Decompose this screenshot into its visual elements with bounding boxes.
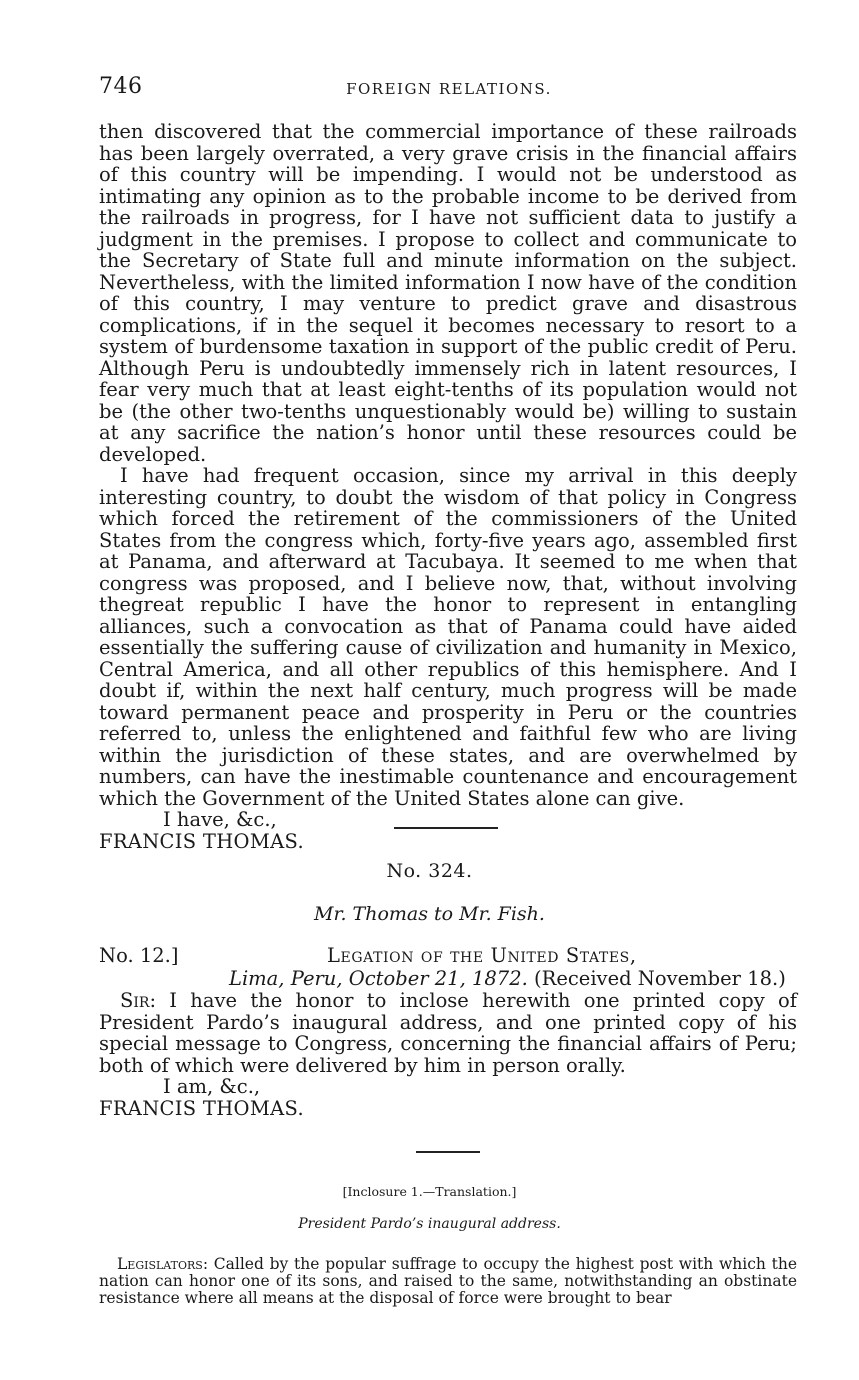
paragraph-congress: I have had frequent occasion, since my arrival in this deeply interesting country, to doubt the wisdom of that policy in Congress which forced the retirement of the commissioners of the United States from the congress which, forty-five years ago, assembled first at Panama, and afterward at Tacubaya. It seemed to me when that congress was proposed, and I believe now, that, without involving thegreat republic I have the honor to represent in entangling alliances, such a convocation as that of Panama could have aided essentially the suffering cause of civilization and humanity in Mexico, Central America, and all other republics of this hemisphere. And I doubt if, within the next half century, much progress will be made toward permanent peace and prosperity in Peru or the countries referred to, unless the enlightened and faithful few who are living within the jurisdiction of these states, and are overwhelmed by numbers, can have the inestimable countenance and encouragement which the Government of the United States alone can give. <box>99 464 797 810</box>
paragraph-railroads: then discovered that the commercial importance of these railroads has been largely overrated, a very grave crisis in the financial affairs of this country will be impending. I would not be understood as intimating any opinion as to the probable income to be derived from the railroads in progress, for I have not sufficient data to justify a judgment in the premises. I propose to collect and communicate to the Secretary of State full and minute information on the subject. Nevertheless, with the limited information I now have of the condition of this country, I may venture to predict grave and disastrous complications, if in the sequel it becomes necessary to resort to a system of burdensome taxation in support of the public credit of Peru. Although Peru is undoubtedly immensely rich in latent resources, I fear very much that at least eight-tenths of its population would not be (the other two-tenths unquestionably would be) willing to sustain at any sacrifice the nation’s honor until these resources could be developed. <box>99 120 797 466</box>
address-lead: Legislators <box>117 1255 203 1273</box>
dispatch-signature: FRANCIS THOMAS. <box>99 1096 304 1120</box>
salutation: Sir <box>120 989 150 1012</box>
closing-line: I have, &c., <box>163 808 277 831</box>
place-date: Lima, Peru, October 21, 1872. <box>229 967 528 990</box>
enclosure-divider <box>416 1151 480 1153</box>
document-heading: Mr. Thomas to Mr. Fish. <box>314 903 545 925</box>
dispatch-body <box>99 990 797 1119</box>
dispatch-text: : I have the honor to inclose herewith one printed copy of President Pardo’s inaugural address, and one printed copy of his special message to Congress, concerning the financial affairs of Peru; both of which were delivered by him in person orally. <box>99 989 797 1077</box>
letterhead <box>99 944 797 990</box>
letter-continuation <box>99 121 797 852</box>
received-date: (Received November 18.) <box>534 967 786 990</box>
signature: FRANCIS THOMAS. <box>99 829 304 853</box>
dispatch-closing: I am, &c., <box>163 1075 261 1098</box>
enclosure-label: [Inclosure 1.—Translation.] <box>342 1184 517 1199</box>
document-number: No. 324. <box>386 860 473 882</box>
running-title: FOREIGN RELATIONS. <box>346 80 552 98</box>
section-divider <box>394 827 498 829</box>
legation-name: Legation of the United States, <box>327 944 637 967</box>
inaugural-address <box>99 1256 797 1307</box>
address-text: : Called by the popular suffrage to occupy the highest post with which the nation can honor one of its sons, and raised to the same, notwithstanding an obstinate resistance where all means at the disposal of force were brought to bear <box>99 1255 797 1307</box>
page-number: 746 <box>99 74 143 99</box>
page-header <box>99 74 799 104</box>
enclosure-title: President Pardo’s inaugural address. <box>298 1216 561 1232</box>
dispatch-reference: No. 12.] <box>99 944 179 967</box>
